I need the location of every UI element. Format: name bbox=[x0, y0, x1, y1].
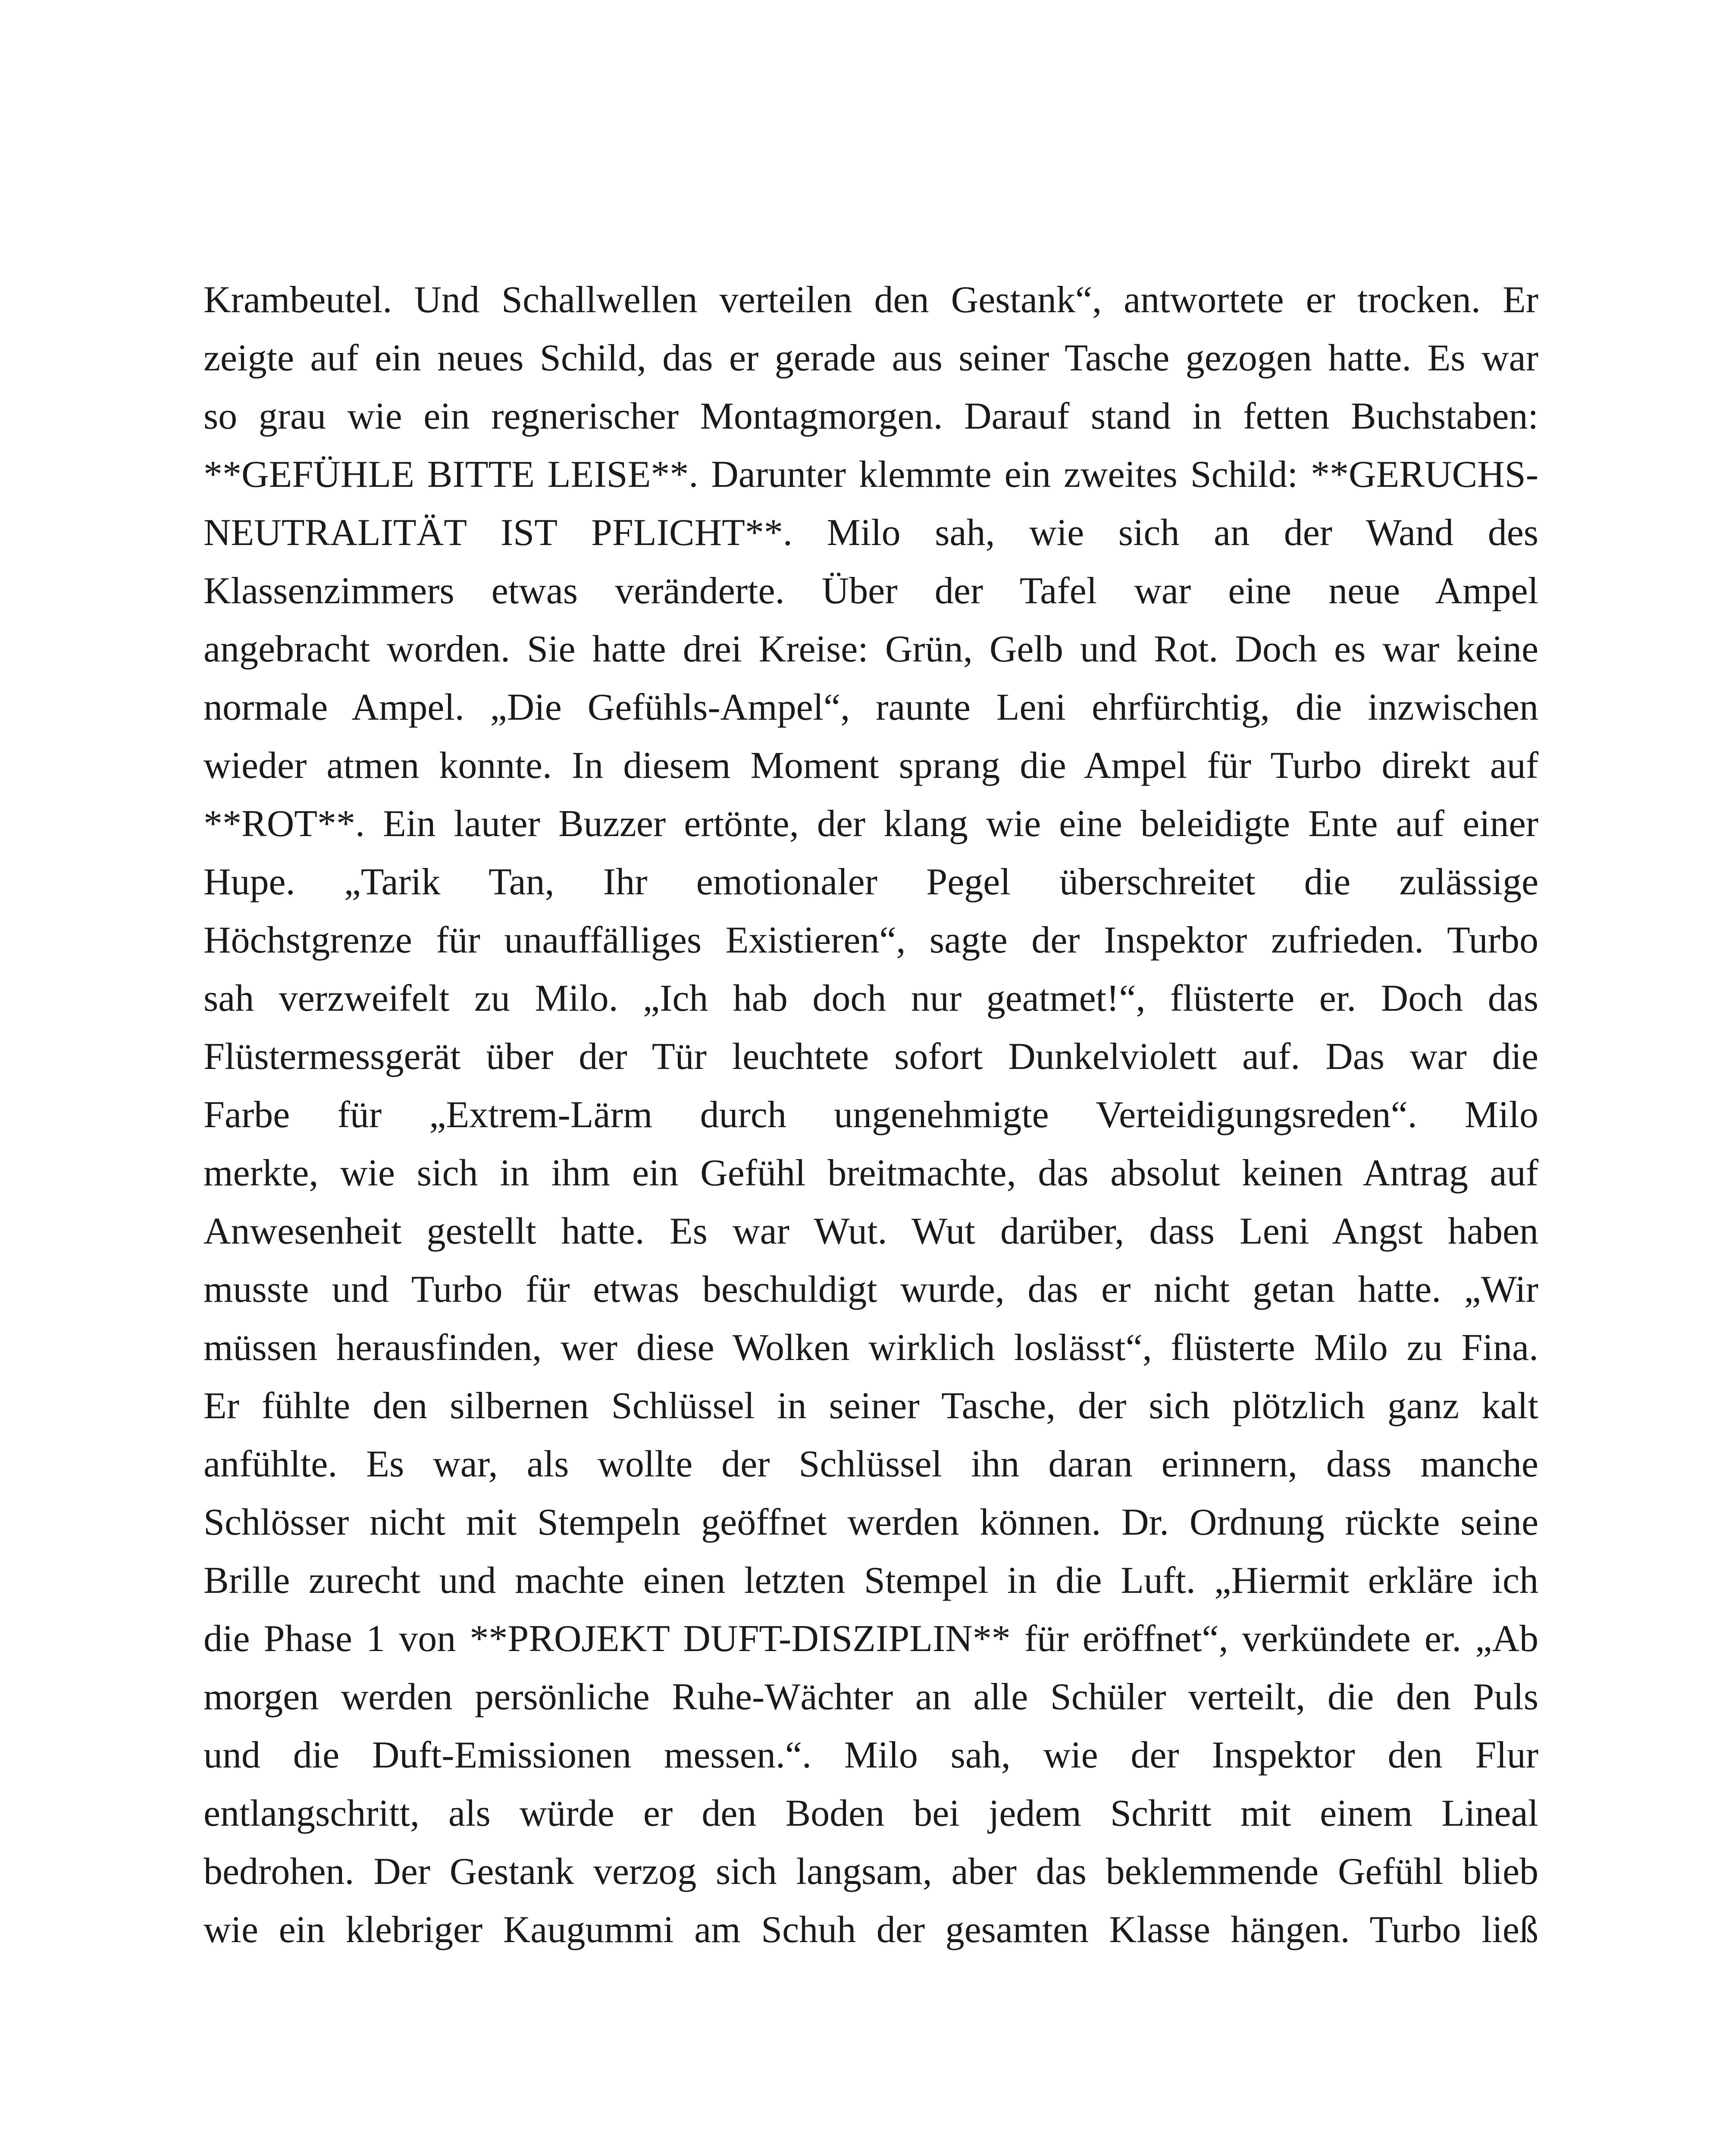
text-line: Flüstermessgerät über der Tür leuchtete sofort Dunkelviolett auf. Das war die bbox=[204, 1036, 1538, 1078]
text-line: **ROT**. Ein lauter Buzzer ertönte, der klang wie eine beleidigte Ente auf einer bbox=[204, 803, 1538, 845]
text-line: zeigte auf ein neues Schild, das er gerade aus seiner Tasche gezogen hatte. Es war bbox=[204, 337, 1538, 379]
text-line: Klassenzimmers etwas veränderte. Über der Tafel war eine neue Ampel bbox=[204, 570, 1538, 612]
text-line: angebracht worden. Sie hatte drei Kreise: Grün, Gelb und Rot. Doch es war keine bbox=[204, 628, 1538, 670]
text-line: müssen herausfinden, wer diese Wolken wirklich loslässt“, flüsterte Milo zu Fina. bbox=[204, 1327, 1538, 1369]
text-line: Schlösser nicht mit Stempeln geöffnet werden können. Dr. Ordnung rückte seine bbox=[204, 1501, 1538, 1543]
text-line: Er fühlte den silbernen Schlüssel in seiner Tasche, der sich plötzlich ganz kalt bbox=[204, 1385, 1538, 1427]
text-line: Höchstgrenze für unauffälliges Existieren“, sagte der Inspektor zufrieden. Turbo bbox=[204, 919, 1538, 961]
text-line: so grau wie ein regnerischer Montagmorgen. Darauf stand in fetten Buchstaben: bbox=[204, 395, 1538, 437]
text-line: Brille zurecht und machte einen letzten Stempel in die Luft. „Hiermit erkläre ich bbox=[204, 1560, 1538, 1601]
text-line: wie ein klebriger Kaugummi am Schuh der gesamten Klasse hängen. Turbo ließ bbox=[204, 1909, 1538, 1951]
text-line: entlangschritt, als würde er den Boden bei jedem Schritt mit einem Lineal bbox=[204, 1792, 1538, 1834]
text-line: Anwesenheit gestellt hatte. Es war Wut. Wut darüber, dass Leni Angst haben bbox=[204, 1210, 1538, 1252]
text-line: bedrohen. Der Gestank verzog sich langsam, aber das beklemmende Gefühl blieb bbox=[204, 1851, 1538, 1893]
text-line: wieder atmen konnte. In diesem Moment sprang die Ampel für Turbo direkt auf bbox=[204, 745, 1538, 787]
text-line: normale Ampel. „Die Gefühls-Ampel“, raunte Leni ehrfürchtig, die inzwischen bbox=[204, 686, 1538, 728]
text-line: Farbe für „Extrem-Lärm durch ungenehmigte Verteidigungsreden“. Milo bbox=[204, 1094, 1538, 1136]
text-line: musste und Turbo für etwas beschuldigt wurde, das er nicht getan hatte. „Wir bbox=[204, 1269, 1538, 1310]
text-line: NEUTRALITÄT IST PFLICHT**. Milo sah, wie sich an der Wand des bbox=[204, 512, 1538, 554]
text-line: die Phase 1 von **PROJEKT DUFT-DISZIPLIN** für eröffnet“, verkündete er. „Ab bbox=[204, 1618, 1538, 1660]
text-line: sah verzweifelt zu Milo. „Ich hab doch nur geatmet!“, flüsterte er. Doch das bbox=[204, 978, 1538, 1019]
text-line: merkte, wie sich in ihm ein Gefühl breitmachte, das absolut keinen Antrag auf bbox=[204, 1152, 1538, 1194]
text-line: Krambeutel. Und Schallwellen verteilen den Gestank“, antwortete er trocken. Er bbox=[204, 279, 1538, 321]
text-line: anfühlte. Es war, als wollte der Schlüssel ihn daran erinnern, dass manche bbox=[204, 1443, 1538, 1485]
text-line: morgen werden persönliche Ruhe-Wächter an alle Schüler verteilt, die den Puls bbox=[204, 1676, 1538, 1718]
text-line: Hupe. „Tarik Tan, Ihr emotionaler Pegel überschreitet die zulässige bbox=[204, 861, 1538, 903]
body-text bbox=[204, 271, 1538, 1959]
text-line: und die Duft-Emissionen messen.“. Milo sah, wie der Inspektor den Flur bbox=[204, 1734, 1538, 1776]
text-line: **GEFÜHLE BITTE LEISE**. Darunter klemmte ein zweites Schild: **GERUCHS- bbox=[204, 454, 1538, 495]
